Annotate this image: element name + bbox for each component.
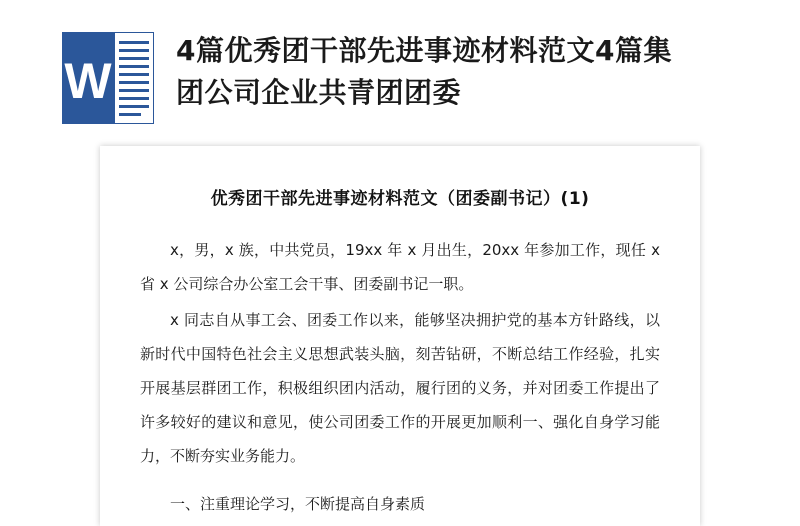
document-paragraph: 一、注重理论学习，不断提高自身素质 <box>170 495 426 513</box>
document-sheet <box>100 146 700 526</box>
word-document-icon <box>62 32 154 124</box>
page-title: 4篇优秀团干部先进事迹材料范文4篇集团公司企业共青团团委 <box>176 34 672 109</box>
document-paragraph: x，男，x 族，中共党员，19xx 年 x 月出生，20xx 年参加工作，现任 x 省 x 公司综合办公室工会干事、团委副书记一职。 <box>140 241 660 293</box>
document-heading: 优秀团干部先进事迹材料范文（团委副书记）(1) <box>210 189 590 209</box>
document-paragraph: x 同志自从事工会、团委工作以来，能够坚决拥护党的基本方针路线，以新时代中国特色社会主义思想武装头脑，刻苦钻研，不断总结工作经验，扎实开展基层群团工作，积极组织团内活动，履行团的义务，并对团委工作提出了许多较好的建议和意见，使公司团委工作的开展更加顺利一、强化自身学习能力，不断夯实业务能力。 <box>140 311 660 465</box>
header-bar <box>0 0 800 140</box>
svg-text:W: W <box>64 53 112 109</box>
